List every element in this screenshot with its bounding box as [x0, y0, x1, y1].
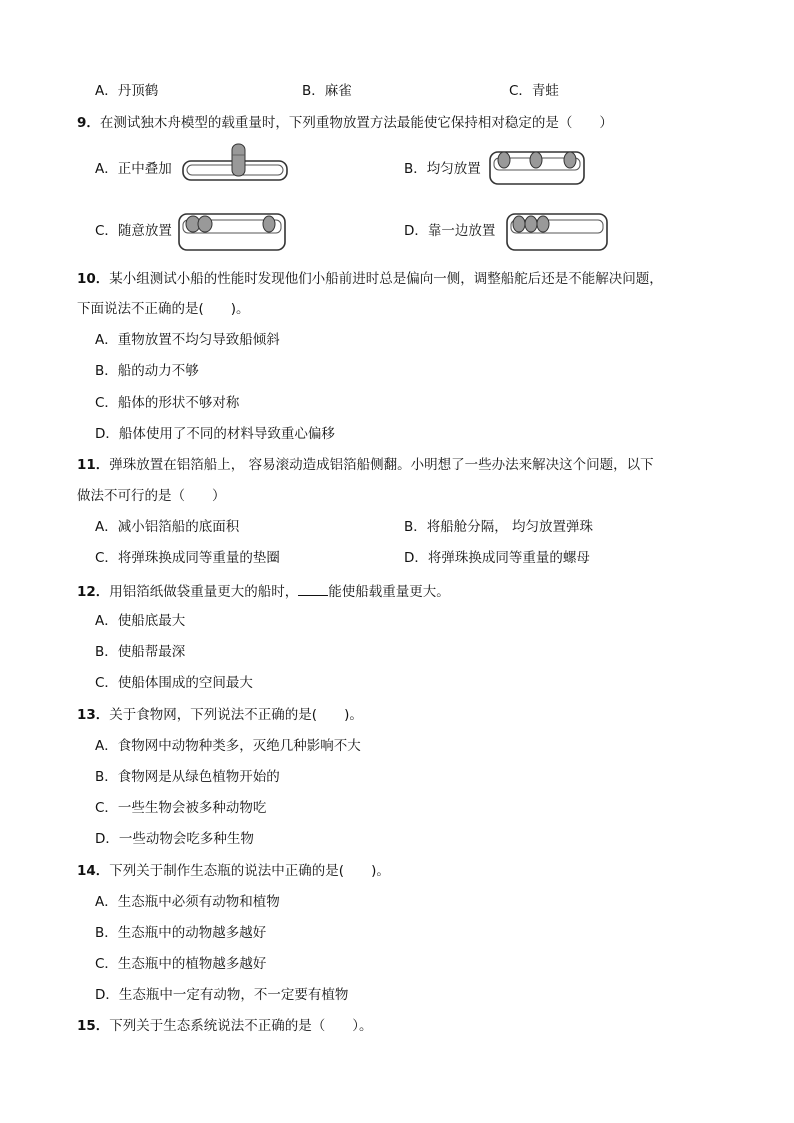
q14-option-c: C．生态瓶中的植物越多越好 — [95, 956, 267, 972]
q10-option-a: A．重物放置不均匀导致船倾斜 — [95, 332, 280, 348]
q10-text-line1: 某小组测试小船的性能时发现他们小船前进时总是偏向一侧，调整船舵后还是不能解决问题， — [109, 271, 663, 287]
q10-option-c: C．船体的形状不够对称 — [95, 395, 240, 411]
q15-number: 15． — [77, 1018, 110, 1034]
q10-option-b: B．船的动力不够 — [95, 363, 199, 379]
q12-option-c: C．使船体围成的空间最大 — [95, 675, 253, 691]
q15-question — [77, 1017, 373, 1035]
q11-option-d: D．将弹珠换成同等重量的螺母 — [404, 550, 590, 566]
q13-question — [77, 706, 363, 724]
q14-text: 下列关于制作生态瓶的说法中正确的是( )。 — [109, 863, 390, 879]
q11-option-b: B．将船舱分隔， 均匀放置弹珠 — [404, 519, 594, 535]
q9-option-b: B．均匀放置 — [404, 161, 481, 177]
q12-number: 12． — [77, 584, 110, 600]
q9-text: 在测试独木舟模型的载重量时，下列重物放置方法最能使它保持相对稳定的是（ ） — [99, 115, 613, 131]
q14-option-b: B．生态瓶中的动物越多越好 — [95, 925, 267, 941]
q13-option-a: A．食物网中动物种类多，灭绝几种影响不大 — [95, 738, 361, 754]
q8-option-c: C．青蛙 — [509, 83, 559, 99]
q10-question-line1 — [77, 270, 663, 288]
q14-question — [77, 862, 390, 880]
q14-number: 14． — [77, 863, 110, 879]
q9-option-c: C．随意放置 — [95, 223, 172, 239]
q8-option-b: B．麻雀 — [302, 83, 352, 99]
q10-text-line2: 下面说法不正确的是( )。 — [77, 301, 250, 317]
q10-number: 10． — [77, 271, 110, 287]
q11-option-c: C．将弹珠换成同等重量的垫圈 — [95, 550, 280, 566]
q11-question-line1 — [77, 456, 654, 474]
q13-option-b: B．食物网是从绿色植物开始的 — [95, 769, 280, 785]
boat-one-side-placed-image — [505, 212, 609, 254]
q13-number: 13． — [77, 707, 110, 723]
q11-text-line1: 弹珠放置在铝箔船上， 容易滚动造成铝箔船侧翻。小明想了一些办法来解决这个问题，以下 — [109, 457, 654, 473]
q11-number: 11． — [77, 457, 110, 473]
boat-evenly-placed-image — [488, 150, 586, 188]
q11-option-a: A．减小铝箔船的底面积 — [95, 519, 240, 535]
q12-question — [77, 581, 450, 601]
q9-option-a: A．正中叠加 — [95, 161, 172, 177]
q13-text: 关于食物网，下列说法不正确的是( )。 — [109, 707, 363, 723]
q11-text-line2: 做法不可行的是（ ） — [77, 488, 226, 504]
q13-option-c: C．一些生物会被多种动物吃 — [95, 800, 267, 816]
q8-option-a: A．丹顶鹤 — [95, 83, 159, 99]
q9-option-d: D．靠一边放置 — [404, 223, 496, 239]
boat-center-stacked-image — [181, 143, 289, 183]
q12-option-a: A．使船底最大 — [95, 613, 186, 629]
q13-option-d: D．一些动物会吃多种生物 — [95, 831, 254, 847]
q10-option-d: D．船体使用了不同的材料导致重心偏移 — [95, 426, 335, 442]
q9-question — [77, 114, 613, 132]
q15-text: 下列关于生态系统说法不正确的是（ ）。 — [109, 1018, 373, 1034]
q12-option-b: B．使船帮最深 — [95, 644, 186, 660]
q9-number: 9． — [77, 115, 100, 131]
q14-option-a: A．生态瓶中必须有动物和植物 — [95, 894, 280, 910]
q12-text-post: 能使船载重量更大。 — [328, 584, 450, 600]
q12-blank — [298, 581, 328, 596]
boat-random-placed-image — [177, 212, 287, 254]
q12-text-pre: 用铝箔纸做袋重量更大的船时， — [109, 584, 299, 600]
q14-option-d: D．生态瓶中一定有动物，不一定要有植物 — [95, 987, 349, 1003]
